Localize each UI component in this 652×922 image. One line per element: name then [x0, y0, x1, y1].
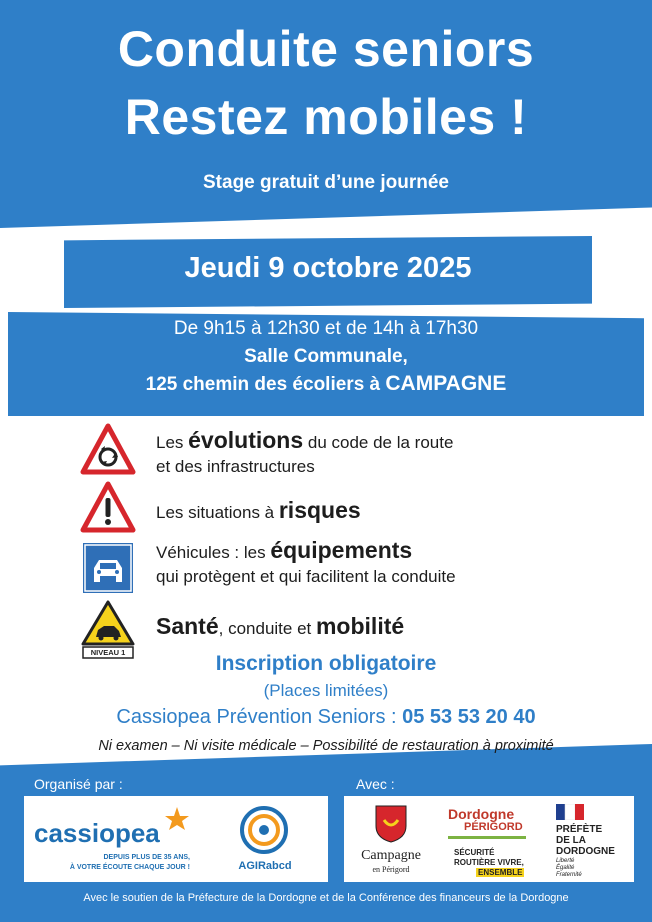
- page-subtitle: Stage gratuit d’une journée: [203, 172, 449, 193]
- topic-text-pre: Les situations à: [156, 503, 279, 522]
- support-text: Avec le soutien de la Préfecture de la Dordogne et de la Conférence des financeurs de la Dordogne: [83, 892, 569, 904]
- topic-sante: [156, 614, 404, 641]
- cassiopea-logo: cassiopea: [34, 818, 160, 848]
- securite-line1: SÉCURITÉ: [454, 848, 495, 857]
- topic-text-bold: évolutions: [188, 427, 304, 453]
- topic-text-bold: risques: [278, 497, 361, 523]
- dordogne-green-bar: [448, 836, 526, 839]
- topic-text-pre: Les: [156, 433, 189, 452]
- perigord-logo: PÉRIGORD: [464, 821, 523, 833]
- devise-1: Liberté: [556, 858, 575, 864]
- marianne-flag-icon: [556, 804, 584, 820]
- topic-text-line2: qui protègent et qui facilitent la conduite: [156, 567, 456, 586]
- car-sign-icon: [80, 540, 136, 596]
- roundabout-sign-icon: [80, 422, 136, 478]
- topic-text-pre: Véhicules : les: [156, 543, 271, 562]
- agir-emblem-icon: [236, 804, 292, 856]
- notice-text: Ni examen – Ni visite médicale – Possibilité de restauration à proximité: [98, 738, 554, 754]
- campagne-crest-icon: [374, 804, 408, 844]
- contact-label: Cassiopea Prévention Seniors :: [116, 706, 403, 728]
- topic-equipements: [156, 538, 456, 589]
- topic-text-bold: équipements: [270, 537, 413, 563]
- inscription-title: Inscription obligatoire: [215, 652, 437, 675]
- campagne-logo: Campagne: [361, 848, 421, 863]
- prefete-line1: PRÉFÈTE: [556, 824, 603, 835]
- prefete-logo: [556, 824, 615, 857]
- topic-text-bold: Santé: [156, 613, 219, 639]
- agir-logo: AGIRabcd: [238, 860, 292, 872]
- devise-3: Fraternité: [556, 872, 582, 878]
- event-date: Jeudi 9 octobre 2025: [184, 252, 472, 284]
- prefete-line3: DORDOGNE: [556, 846, 615, 857]
- page-title-line1: Conduite seniors: [117, 21, 535, 77]
- event-hours: De 9h15 à 12h30 et de 14h à 17h30: [173, 318, 479, 339]
- organisers-logos: [24, 796, 328, 882]
- with-label: Avec :: [356, 776, 395, 792]
- cassiopea-tagline-1: DEPUIS PLUS DE 35 ANS,: [103, 854, 190, 861]
- organised-by-label: Organisé par :: [34, 776, 123, 792]
- campagne-sub: en Périgord: [372, 865, 410, 874]
- address-street: 125 chemin des écoliers à: [145, 374, 386, 395]
- star-icon: [164, 806, 190, 832]
- page-title-line2: Restez mobiles !: [124, 89, 528, 145]
- prefete-line2: DE LA: [556, 835, 586, 846]
- cassiopea-tagline-2: À VOTRE ÉCOUTE CHAQUE JOUR !: [69, 864, 190, 871]
- topic-evolutions: [156, 428, 453, 479]
- contact-phone[interactable]: 05 53 53 20 40: [402, 706, 536, 728]
- event-address: [8, 372, 644, 396]
- event-venue: Salle Communale,: [244, 346, 408, 367]
- places-limited: (Places limitées): [263, 681, 389, 700]
- topic-text-post: du code de la route: [303, 433, 454, 452]
- topic-text-bold2: mobilité: [315, 613, 405, 639]
- devise-2: Égalité: [556, 865, 575, 871]
- topic-risques: [156, 498, 361, 525]
- devise: [556, 858, 582, 879]
- topic-text-line2: et des infrastructures: [156, 457, 315, 476]
- dordogne-logo: Dordogne: [448, 806, 515, 822]
- niveau-label: NIVEAU 1: [90, 648, 126, 657]
- topic-text-post: , conduite et: [218, 619, 316, 638]
- partners-logos: [344, 796, 634, 882]
- address-city: CAMPAGNE: [385, 372, 507, 395]
- securite-line3: ENSEMBLE: [478, 868, 523, 877]
- securite-line2: ROUTIÈRE VIVRE,: [454, 858, 524, 867]
- danger-sign-icon: [80, 480, 136, 536]
- contact-line: [0, 706, 652, 729]
